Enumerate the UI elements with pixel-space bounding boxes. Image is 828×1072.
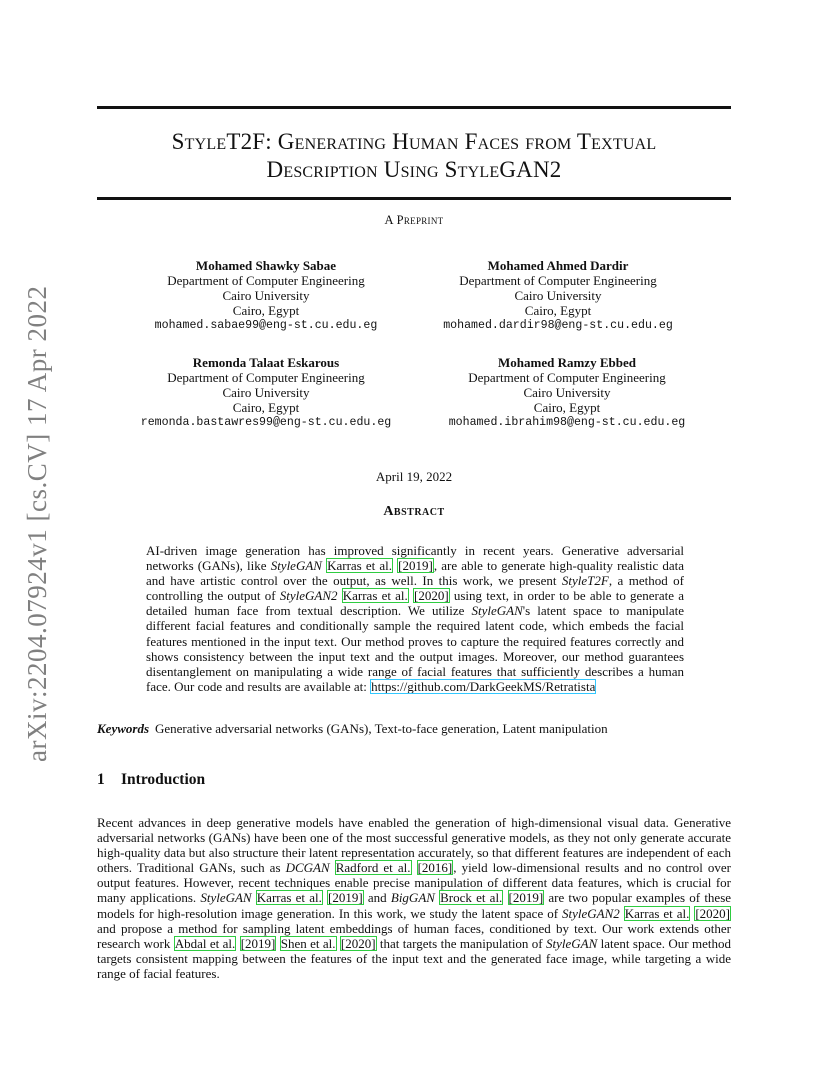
citation-link[interactable]: Shen et al. (280, 935, 336, 951)
citation-link[interactable]: Karras et al. (342, 588, 408, 604)
author-dept: Department of Computer Engineering (468, 370, 666, 385)
keywords-label: Keywords (97, 721, 149, 736)
citation-link[interactable]: [2019] (508, 890, 544, 906)
author-dept: Department of Computer Engineering (167, 370, 365, 385)
author-email[interactable]: mohamed.ibrahim98@eng-st.cu.edu.eg (448, 416, 686, 429)
abstract-heading: Abstract (383, 504, 445, 519)
title-line-1: StyleT2F: Generating Human Faces from Textual (171, 129, 657, 154)
citation-link[interactable]: [2020] (695, 905, 731, 921)
keywords-text: Generative adversarial networks (GANs), Text-to-face generation, Latent manipulation (155, 721, 608, 736)
author-location: Cairo, Egypt (524, 303, 592, 318)
author-dept: Department of Computer Engineering (459, 273, 657, 288)
author-university: Cairo University (222, 385, 310, 400)
author-email[interactable]: mohamed.sabae99@eng-st.cu.edu.eg (154, 319, 378, 332)
citation-link[interactable]: [2019] (398, 558, 433, 574)
author-dept: Department of Computer Engineering (167, 273, 365, 288)
author-location: Cairo, Egypt (232, 303, 300, 318)
title-top-rule (97, 106, 731, 109)
author-block-1 (96, 258, 436, 333)
citation-link[interactable]: [2019] (240, 935, 276, 951)
abstract-text: AI-driven image generation has improved significantly in recent years. Generative adversarial networks (GANs), like StyleGAN Karras et al. [2019], are able to generate high-quality realistic data and have artistic control over the output, as well. In this work, we present StyleT2F, a method of controlling the output of StyleGAN2 Karras et al. [2020] using text, in order to be able to generate a detailed human face from textual description. We utilize StyleGAN's latent space to manipulate different facial features and conditionally sample the required latent code, which embeds the facial features mentioned in the input text. Our method proves to capture the required features correctly and shows consistency between the input text and the output images. Moreover, our method guarantees disentanglement on manipulating a wide range of facial features that sufficiently describes a human face. Our code and results are available at: https://github.com/DarkGeekMS/Retratista (146, 543, 685, 694)
citation-link[interactable]: [2016] (417, 860, 453, 876)
author-name: Mohamed Ramzy Ebbed (498, 355, 636, 370)
author-university: Cairo University (514, 288, 602, 303)
section-title: Introduction (121, 771, 206, 788)
citation-link[interactable]: Karras et al. (327, 558, 393, 574)
author-university: Cairo University (523, 385, 611, 400)
author-block-2 (388, 258, 728, 333)
preprint-label: A Preprint (384, 213, 444, 227)
citation-link[interactable]: Radford et al. (335, 860, 411, 876)
author-block-4 (397, 355, 737, 430)
citation-link[interactable]: [2020] (414, 588, 449, 604)
github-url-link[interactable]: https://github.com/DarkGeekMS/Retratista (371, 678, 596, 694)
author-location: Cairo, Egypt (533, 400, 601, 415)
author-name: Mohamed Shawky Sabae (195, 258, 337, 273)
keywords-line (97, 721, 731, 737)
paper-title (97, 128, 731, 184)
author-name: Remonda Talaat Eskarous (192, 355, 340, 370)
paper-date: April 19, 2022 (375, 469, 453, 484)
arxiv-stamp: arXiv:2204.07924v1 [cs.CV] 17 Apr 2022 (22, 285, 52, 762)
author-email[interactable]: mohamed.dardir98@eng-st.cu.edu.eg (443, 319, 673, 332)
author-block-3 (96, 355, 436, 430)
section-heading (97, 771, 205, 789)
title-line-2: Description Using StyleGAN2 (266, 157, 562, 182)
intro-paragraph: Recent advances in deep generative models have enabled the generation of high-dimensional visual data. Generative adversarial networks (GANs) have been one of the most successful generative models, as they not only generate accurate high-quality data but also structure their latent representation accurately, so that different features are independent of each others. Traditional GANs, such as DCGAN Radford et al. [2016], yield low-dimensional results and no control over output features. However, recent techniques enable precise manipulation of different data features, which is crucial for many applications. StyleGAN Karras et al. [2019] and BigGAN Brock et al. [2019] are two popular examples of these models for high-resolution image generation. In this work, we study the latent space of StyleGAN2 Karras et al. [2020] and propose a method for sampling latent embeddings of human faces, conditioned by text. Our work extends other research work Abdal et al. [2019] Shen et al. [2020] that targets the manipulation of StyleGAN latent space. Our method targets consistent mapping between the features of the input text and the generated face image, while targeting a wide range of facial features. (97, 815, 732, 981)
title-bottom-rule (97, 197, 731, 200)
author-email[interactable]: remonda.bastawres99@eng-st.cu.edu.eg (140, 416, 392, 429)
citation-link[interactable]: Brock et al. (440, 890, 503, 906)
author-location: Cairo, Egypt (232, 400, 300, 415)
section-number: 1 (97, 771, 105, 788)
citation-link[interactable]: Karras et al. (256, 890, 322, 906)
author-university: Cairo University (222, 288, 310, 303)
citation-link[interactable]: Karras et al. (624, 905, 690, 921)
citation-link[interactable]: [2019] (328, 890, 363, 906)
author-name: Mohamed Ahmed Dardir (487, 258, 629, 273)
citation-link[interactable]: [2020] (340, 935, 376, 951)
citation-link[interactable]: Abdal et al. (174, 935, 236, 951)
